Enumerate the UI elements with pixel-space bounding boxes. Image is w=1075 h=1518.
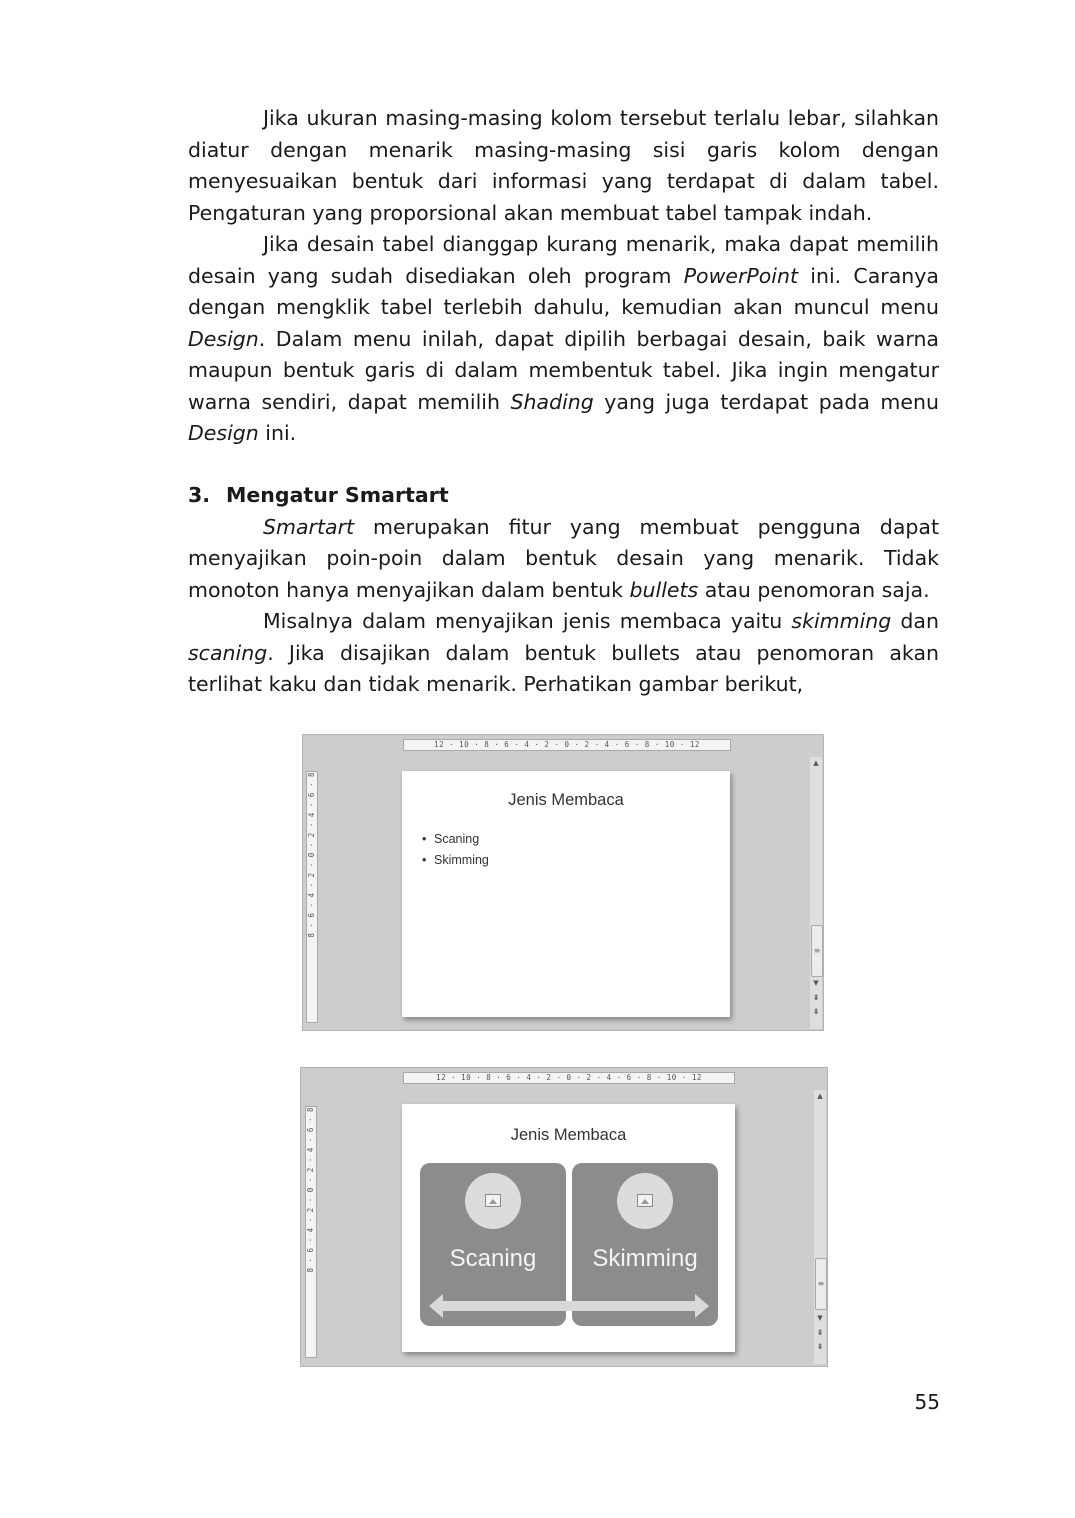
scroll-up-icon[interactable]: ▲: [817, 1092, 823, 1100]
slide[interactable]: [402, 1104, 735, 1352]
next-page-icon[interactable]: ⇟: [816, 1328, 824, 1337]
picture-placeholder: [465, 1173, 521, 1229]
picture-placeholder: [617, 1173, 673, 1229]
previous-page-icon[interactable]: ⇟: [812, 1007, 820, 1016]
vertical-scrollbar[interactable]: [810, 757, 822, 1029]
body-text: [188, 103, 939, 450]
paragraph-4: Misalnya dalam menyajikan jenis membaca yaitu skimming dan scaning. Jika disajikan dalam bentuk bullets atau penomoran akan terlihat kaku dan tidak menarik. Perhatikan gambar berikut,: [188, 609, 939, 696]
vertical-scrollbar[interactable]: [814, 1090, 826, 1364]
scroll-down-icon[interactable]: ▼: [817, 1314, 823, 1322]
page-number: 55: [914, 1390, 940, 1414]
section-heading: [188, 480, 939, 512]
scroll-thumb[interactable]: ≡: [811, 925, 823, 977]
smartart-label: Scaning: [449, 1245, 537, 1272]
slide-title: Jenis Membaca: [508, 791, 624, 809]
picture-icon: [485, 1194, 501, 1207]
scroll-thumb[interactable]: ≡: [815, 1258, 827, 1310]
section-title: Mengatur Smartart: [226, 483, 449, 507]
smartart-label: Skimming: [592, 1245, 698, 1272]
paragraph-2: Jika desain tabel dianggap kurang menarik, maka dapat memilih desain yang sudah disediakan oleh program PowerPoint ini. Caranya dengan mengklik tabel terlebih dahulu, kemudian akan muncul menu Design. Dalam menu inilah, dapat dipilih berbagai desain, baik warna maupun bentuk garis di dalam membentuk tabel. Jika ingin mengatur warna sendiri, dapat memilih Shading yang juga terdapat pada menu Design ini.: [188, 232, 939, 445]
paragraph-3: Smartart merupakan fitur yang membuat pengguna dapat menyajikan poin-poin dalam bentuk desain yang menarik. Tidak monoton hanya menyajikan dalam bentuk bullets atau penomoran saja.: [188, 514, 939, 602]
section-number: 3.: [188, 483, 211, 507]
horizontal-ruler: 12 · 10 · 8 · 6 · 4 · 2 · 0 · 2 · 4 · 6 · 8 · 10 · 12: [403, 739, 731, 751]
double-arrow-left-head: [429, 1294, 443, 1318]
scroll-up-icon[interactable]: ▲: [813, 759, 819, 767]
slide-title: Jenis Membaca: [510, 1126, 627, 1144]
next-page-icon[interactable]: ⇟: [812, 993, 820, 1002]
bullet-list: [422, 829, 489, 871]
horizontal-ruler: 12 · 10 · 8 · 6 · 4 · 2 · 0 · 2 · 4 · 6 · 8 · 10 · 12: [403, 1072, 735, 1084]
scroll-down-icon[interactable]: ▼: [813, 979, 819, 987]
picture-icon: [637, 1194, 653, 1207]
double-arrow-shaft: [442, 1301, 695, 1311]
screenshot-bullets-slide: [302, 734, 824, 1031]
vertical-ruler: 8 · 6 · 4 · 2 · 0 · 2 · 4 · 6 · 8: [305, 1106, 317, 1358]
double-arrow-right-head: [695, 1294, 709, 1318]
bullet-item: • Skimming: [422, 850, 489, 871]
section-3: [188, 480, 939, 701]
previous-page-icon[interactable]: ⇟: [816, 1342, 824, 1351]
screenshot-smartart-slide: [300, 1067, 828, 1367]
slide[interactable]: [402, 771, 730, 1017]
paragraph-1: Jika ukuran masing-masing kolom tersebut terlalu lebar, silahkan diatur dengan menarik masing-masing sisi garis kolom dengan menyesuaikan bentuk dari informasi yang terdapat di dalam tabel. Pengaturan yang proporsional akan membuat tabel tampak indah.: [188, 106, 939, 225]
bullet-item: • Scaning: [422, 829, 489, 850]
vertical-ruler: 8 · 6 · 4 · 2 · 0 · 2 · 4 · 6 · 8: [306, 771, 318, 1023]
